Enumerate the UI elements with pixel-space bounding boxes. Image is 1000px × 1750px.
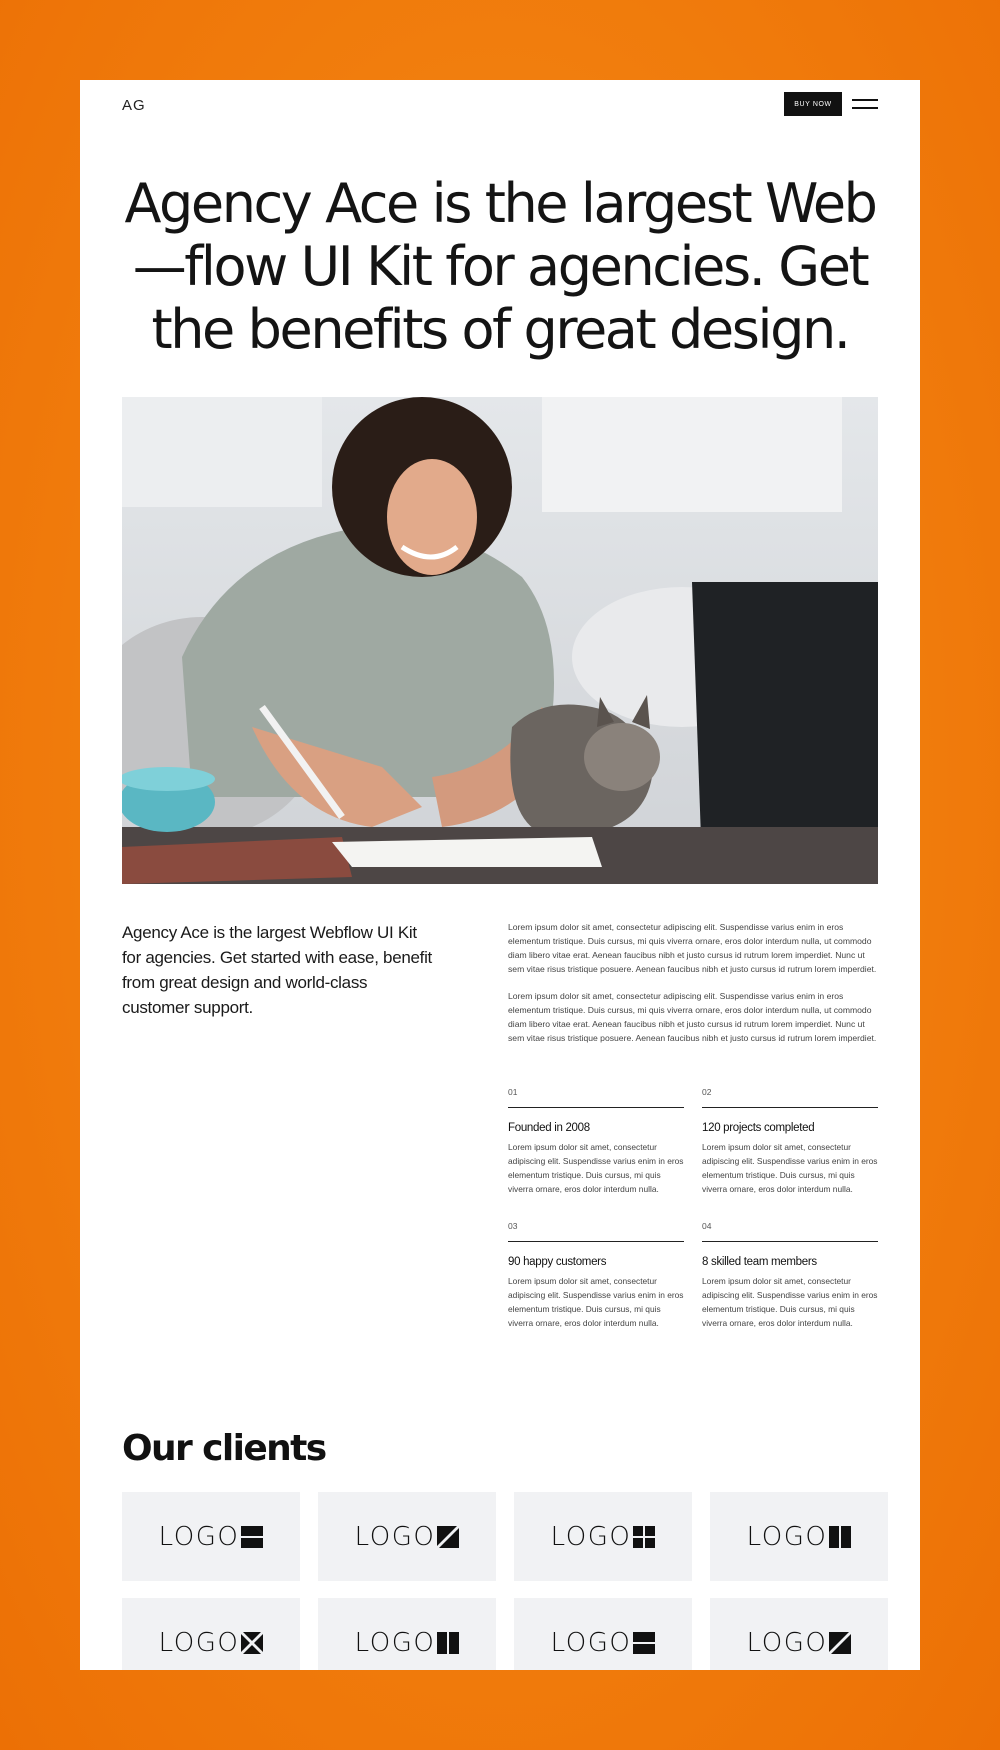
stat-title: Founded in 2008 <box>508 1122 590 1134</box>
woman-with-cat-illustration <box>122 397 878 884</box>
client-logo-text: LOGO <box>158 1521 240 1552</box>
stat-description: Lorem ipsum dolor sit amet, consectetur adipiscing elit. Suspendisse varius enim in eros elementum tristique. Duis cursus, mi quis viverra ornare, eros dolor interdum nulla. <box>702 1276 878 1328</box>
split-square-icon <box>241 1526 263 1548</box>
brand-logo[interactable]: AG <box>122 97 146 114</box>
stat-item <box>702 1221 878 1330</box>
client-logo-card <box>318 1598 496 1670</box>
navbar <box>122 92 878 122</box>
client-logo-text: LOGO <box>354 1521 436 1552</box>
client-logo-card <box>514 1598 692 1670</box>
columns-square-icon <box>829 1526 851 1548</box>
stat-description: Lorem ipsum dolor sit amet, consectetur adipiscing elit. Suspendisse varius enim in eros elementum tristique. Duis cursus, mi quis viverra ornare, eros dolor interdum nulla. <box>508 1276 684 1328</box>
stat-item <box>508 1221 684 1330</box>
stat-number: 03 <box>508 1221 518 1231</box>
diagonal-square-icon <box>829 1632 851 1654</box>
stat-title: 8 skilled team members <box>702 1256 817 1268</box>
stat-item <box>702 1087 878 1196</box>
client-logo-card <box>318 1492 496 1581</box>
intro-text: Agency Ace is the largest Webflow UI Kit for agencies. Get started with ease, benefit from great design and world-class customer support. <box>122 923 432 1017</box>
client-logo-card <box>710 1492 888 1581</box>
hero-photo <box>122 397 878 884</box>
body-paragraph: Lorem ipsum dolor sit amet, consectetur adipiscing elit. Suspendisse varius enim in eros elementum tristique. Duis cursus, mi quis viverra ornare, eros dolor interdum nulla, ut commodo diam libero vitae erat. Aenean faucibus nibh et justo cursus id rutrum lorem imperdiet. Nunc ut sem vitae risus tristique posuere. Aenean faucibus nibh et justo cursus id rutrum lorem imperdiet. <box>508 991 877 1043</box>
client-logo-card <box>122 1598 300 1670</box>
hamburger-menu-icon[interactable] <box>852 99 878 111</box>
client-logo-text: LOGO <box>354 1627 436 1658</box>
stat-number: 01 <box>508 1087 518 1097</box>
client-logo-text: LOGO <box>550 1627 632 1658</box>
divider <box>508 1107 684 1108</box>
body-copy <box>508 920 878 1058</box>
stat-number: 02 <box>702 1087 712 1097</box>
stat-description: Lorem ipsum dolor sit amet, consectetur adipiscing elit. Suspendisse varius enim in eros elementum tristique. Duis cursus, mi quis viverra ornare, eros dolor interdum nulla. <box>702 1142 878 1194</box>
stat-item <box>508 1087 684 1196</box>
client-logo-text: LOGO <box>746 1627 828 1658</box>
split-square-icon <box>633 1632 655 1654</box>
stat-number: 04 <box>702 1221 712 1231</box>
divider <box>702 1107 878 1108</box>
client-logo-text: LOGO <box>746 1521 828 1552</box>
grid-square-icon <box>633 1526 655 1548</box>
client-logo-text: LOGO <box>550 1521 632 1552</box>
clients-heading: Our clients <box>122 1428 326 1469</box>
columns-square-icon <box>437 1632 459 1654</box>
body-paragraph: Lorem ipsum dolor sit amet, consectetur adipiscing elit. Suspendisse varius enim in eros elementum tristique. Duis cursus, mi quis viverra ornare, eros dolor interdum nulla, ut commodo diam libero vitae erat. Aenean faucibus nibh et justo cursus id rutrum lorem imperdiet. Nunc ut sem vitae risus tristique posuere. Aenean faucibus nibh et justo cursus id rutrum lorem imperdiet. <box>508 922 877 974</box>
diagonal-square-icon <box>437 1526 459 1548</box>
divider <box>508 1241 684 1242</box>
divider <box>702 1241 878 1242</box>
stat-description: Lorem ipsum dolor sit amet, consectetur adipiscing elit. Suspendisse varius enim in eros elementum tristique. Duis cursus, mi quis viverra ornare, eros dolor interdum nulla. <box>508 1142 684 1194</box>
client-logo-card <box>122 1492 300 1581</box>
client-logo-card <box>514 1492 692 1581</box>
stat-title: 120 projects completed <box>702 1122 815 1134</box>
x-square-icon <box>241 1632 263 1654</box>
client-logo-card <box>710 1598 888 1670</box>
landing-page <box>80 80 920 1670</box>
buy-now-button[interactable]: BUY NOW <box>784 92 842 116</box>
client-logo-text: LOGO <box>158 1627 240 1658</box>
hero-title: Agency Ace is the largest Web—flow UI Kit for agencies. Get the benefits of great design. <box>124 172 876 361</box>
stat-title: 90 happy customers <box>508 1256 607 1268</box>
